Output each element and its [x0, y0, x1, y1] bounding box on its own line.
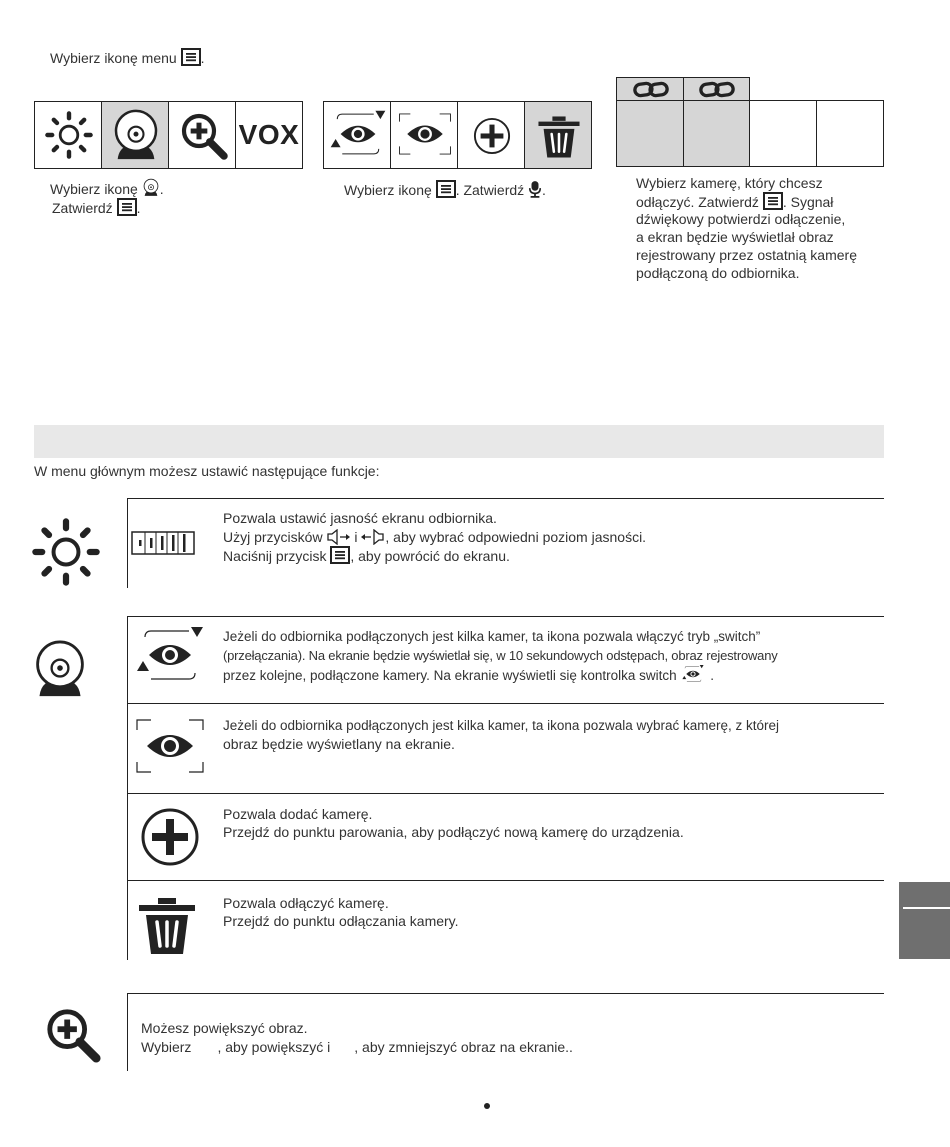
select-desc-line1: Jeżeli do odbiornika podłączonych jest kilka kamer, ta ikona pozwala wybrać kamerę, z której: [223, 718, 780, 733]
caption-text: Wybierz ikonę: [50, 181, 138, 197]
caption-text: .: [159, 181, 164, 197]
remove-cell[interactable]: [524, 101, 592, 169]
zoom-in-icon: [179, 110, 229, 162]
caption-text: odłączyć. Zatwierdź: [636, 194, 759, 210]
brightness-desc-line1: Pozwala ustawić jasność ekranu odbiornika.: [223, 510, 497, 526]
section-divider: [127, 498, 884, 499]
switch-eye-icon: [329, 110, 387, 158]
camera-icon: [111, 106, 161, 164]
camera-slot-2[interactable]: [683, 100, 750, 167]
switch-desc-line2: (przełączania). Na ekranie będzie wyświetlał się, w 10 sekundowych odstępach, obraz rejestrowany: [223, 648, 778, 663]
menu-icon: [181, 48, 201, 66]
menu-icon: [330, 546, 350, 564]
add-desc-line1: Pozwala dodać kamerę.: [223, 806, 373, 822]
caption-text: .: [136, 200, 141, 216]
microphone-icon: [528, 180, 542, 198]
brightness-icon: [45, 111, 93, 159]
caption-text: . Zatwierdź: [455, 182, 525, 198]
zoom-cell[interactable]: [168, 101, 236, 169]
caption-text: .: [542, 182, 546, 198]
section-divider: [127, 880, 884, 881]
caption-text: Wybierz ikonę: [344, 182, 432, 198]
caption-text: . Sygnał: [782, 194, 834, 210]
add-cell[interactable]: [457, 101, 525, 169]
brightness-desc-line3: [223, 546, 510, 565]
link-icon: [632, 80, 670, 99]
section-banner: [34, 425, 884, 458]
brightness-level-bar-icon: [131, 531, 195, 555]
section-rule: [127, 616, 128, 960]
switch-cell[interactable]: [323, 101, 391, 169]
chapter-tab-line: [903, 907, 950, 909]
select-eye-icon: [135, 718, 205, 774]
remove-desc-line1: Pozwala odłączyć kamerę.: [223, 895, 389, 911]
section-divider: [127, 703, 884, 704]
desc-text: , aby wybrać odpowiedni poziom jasności.: [385, 529, 647, 545]
camera-cell[interactable]: [101, 101, 169, 169]
panel1-caption-line1: [50, 178, 164, 198]
select-eye-icon: [398, 112, 452, 156]
panel3-caption-line3: dźwiękowy potwierdzi odłączenie,: [636, 211, 846, 227]
volume-right-icon: [326, 529, 350, 545]
menu-icon: [436, 180, 456, 198]
switch-desc-line3: [223, 665, 714, 685]
panel3-caption-line2: [636, 192, 833, 211]
link-icon: [698, 80, 736, 99]
linked-slot-header-1: [616, 77, 684, 101]
desc-text: Użyj przycisków: [223, 529, 323, 545]
panel1-caption-line2: [52, 198, 140, 217]
plus-icon: [140, 807, 200, 867]
trash-icon: [537, 115, 581, 159]
switch-eye-icon: [134, 627, 206, 683]
panel3-caption-line4: a ekran będzie wyświetlał obraz: [636, 229, 834, 245]
section-rule: [127, 993, 128, 1071]
desc-text: Wybierz: [141, 1039, 192, 1055]
panel2-caption: [344, 180, 546, 199]
camera-slot-1[interactable]: [616, 100, 684, 167]
panel3-caption-line5: rejestrowany przez ostatnią kamerę: [636, 247, 857, 263]
step-instruction: [50, 48, 205, 67]
camera-icon: [32, 636, 88, 702]
panel3-caption-line6: podłączoną do odbiornika.: [636, 265, 800, 281]
section-divider: [127, 793, 884, 794]
brightness-icon: [32, 517, 100, 587]
page-marker: [484, 1103, 490, 1109]
linked-slot-header-2: [683, 77, 750, 101]
brightness-cell[interactable]: [34, 101, 102, 169]
step-text: Wybierz ikonę menu: [50, 50, 177, 66]
menu-icon: [763, 192, 783, 210]
remove-desc-line2: Przejdź do punktu odłączania kamery.: [223, 913, 459, 929]
section-rule: [127, 498, 128, 588]
main-menu-intro: W menu głównym możesz ustawić następujące funkcje:: [34, 463, 380, 479]
panel3-caption-line1: Wybierz kamerę, który chcesz: [636, 175, 823, 191]
camera-slot-4[interactable]: [816, 100, 884, 167]
step-text-end: .: [200, 50, 205, 66]
select-cell[interactable]: [390, 101, 458, 169]
desc-text: przez kolejne, podłączone kamery. Na ekranie wyświetli się kontrolka switch: [223, 668, 677, 683]
desc-text: , aby powrócić do ekranu.: [350, 548, 510, 564]
switch-desc-line1: Jeżeli do odbiornika podłączonych jest kilka kamer, ta ikona pozwala włączyć tryb „switch”: [223, 629, 761, 644]
desc-text: Naciśnij przycisk: [223, 548, 327, 564]
section-divider: [127, 616, 884, 617]
desc-text: .: [710, 668, 714, 683]
caption-text: Zatwierdź: [52, 200, 113, 216]
camera-icon: [142, 178, 160, 197]
add-desc-line2: Przejdź do punktu parowania, aby podłączyć nową kamerę do urządzenia.: [223, 824, 684, 840]
vox-cell[interactable]: [235, 101, 303, 169]
brightness-desc-line2: [223, 528, 646, 546]
desc-text: i: [354, 529, 358, 545]
camera-slot-3[interactable]: [749, 100, 817, 167]
zoom-desc-line2: [141, 1038, 573, 1056]
desc-text: , aby zmniejszyć obraz na ekranie..: [354, 1039, 573, 1055]
zoom-in-icon: [44, 1003, 102, 1067]
trash-icon: [136, 896, 198, 956]
switch-eye-icon: [680, 665, 706, 683]
plus-icon: [473, 117, 511, 155]
volume-left-icon: [361, 529, 385, 545]
menu-icon: [117, 198, 137, 216]
select-desc-line2: obraz będzie wyświetlany na ekranie.: [223, 736, 455, 752]
chapter-tab: [899, 882, 950, 959]
vox-label: VOX: [238, 119, 300, 150]
section-divider: [127, 993, 884, 994]
zoom-desc-line1: Możesz powiększyć obraz.: [141, 1020, 308, 1036]
desc-text: , aby powiększyć i: [217, 1039, 331, 1055]
